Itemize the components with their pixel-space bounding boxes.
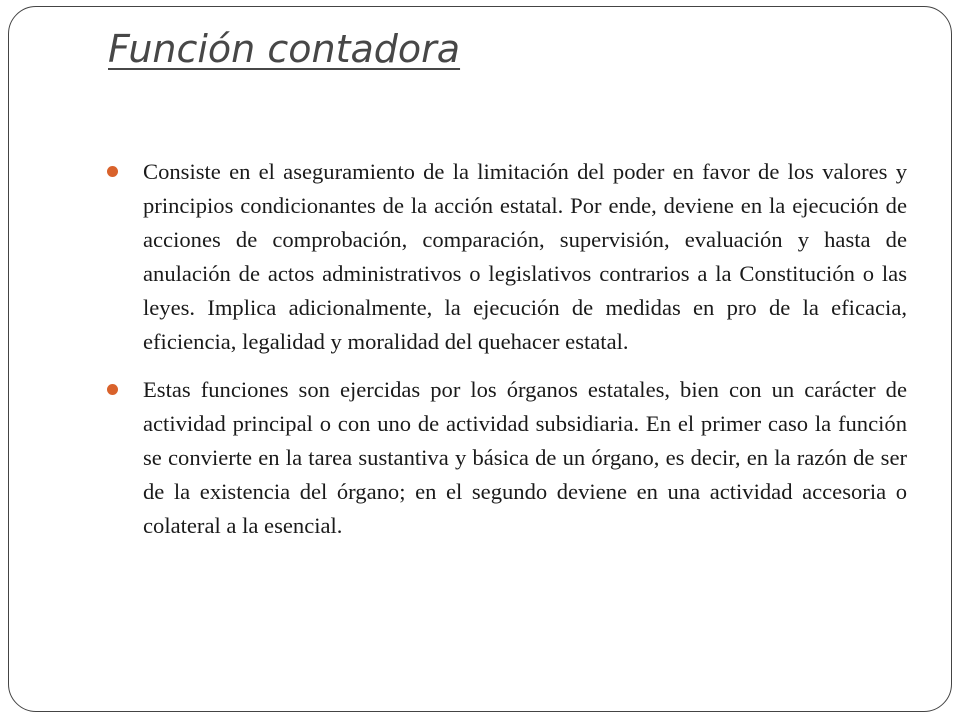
bullet-dot-icon [107, 166, 118, 177]
slide-title: Función contadora [108, 27, 461, 71]
bullet-item [105, 373, 907, 543]
bullet-list [105, 155, 907, 557]
bullet-text: Consiste en el aseguramiento de la limitación del poder en favor de los valores y principios condicionantes de la acción estatal. Por ende, deviene en la ejecución de acciones de comprobación, comparación, supervisión, evaluación y hasta de anulación de actos administrativos o legislativos contrarios a la Constitución o las leyes. Implica adicionalmente, la ejecución de medidas en pro de la eficacia, eficiencia, legalidad y moralidad del quehacer estatal. [143, 159, 907, 354]
bullet-item [105, 155, 907, 359]
bullet-dot-icon [107, 384, 118, 395]
bullet-text: Estas funciones son ejercidas por los órganos estatales, bien con un carácter de actividad principal o con uno de actividad subsidiaria. En el primer caso la función se convierte en la tarea sustantiva y básica de un órgano, es decir, en la razón de ser de la existencia del órgano; en el segundo deviene en una actividad accesoria o colateral a la esencial. [143, 377, 907, 538]
